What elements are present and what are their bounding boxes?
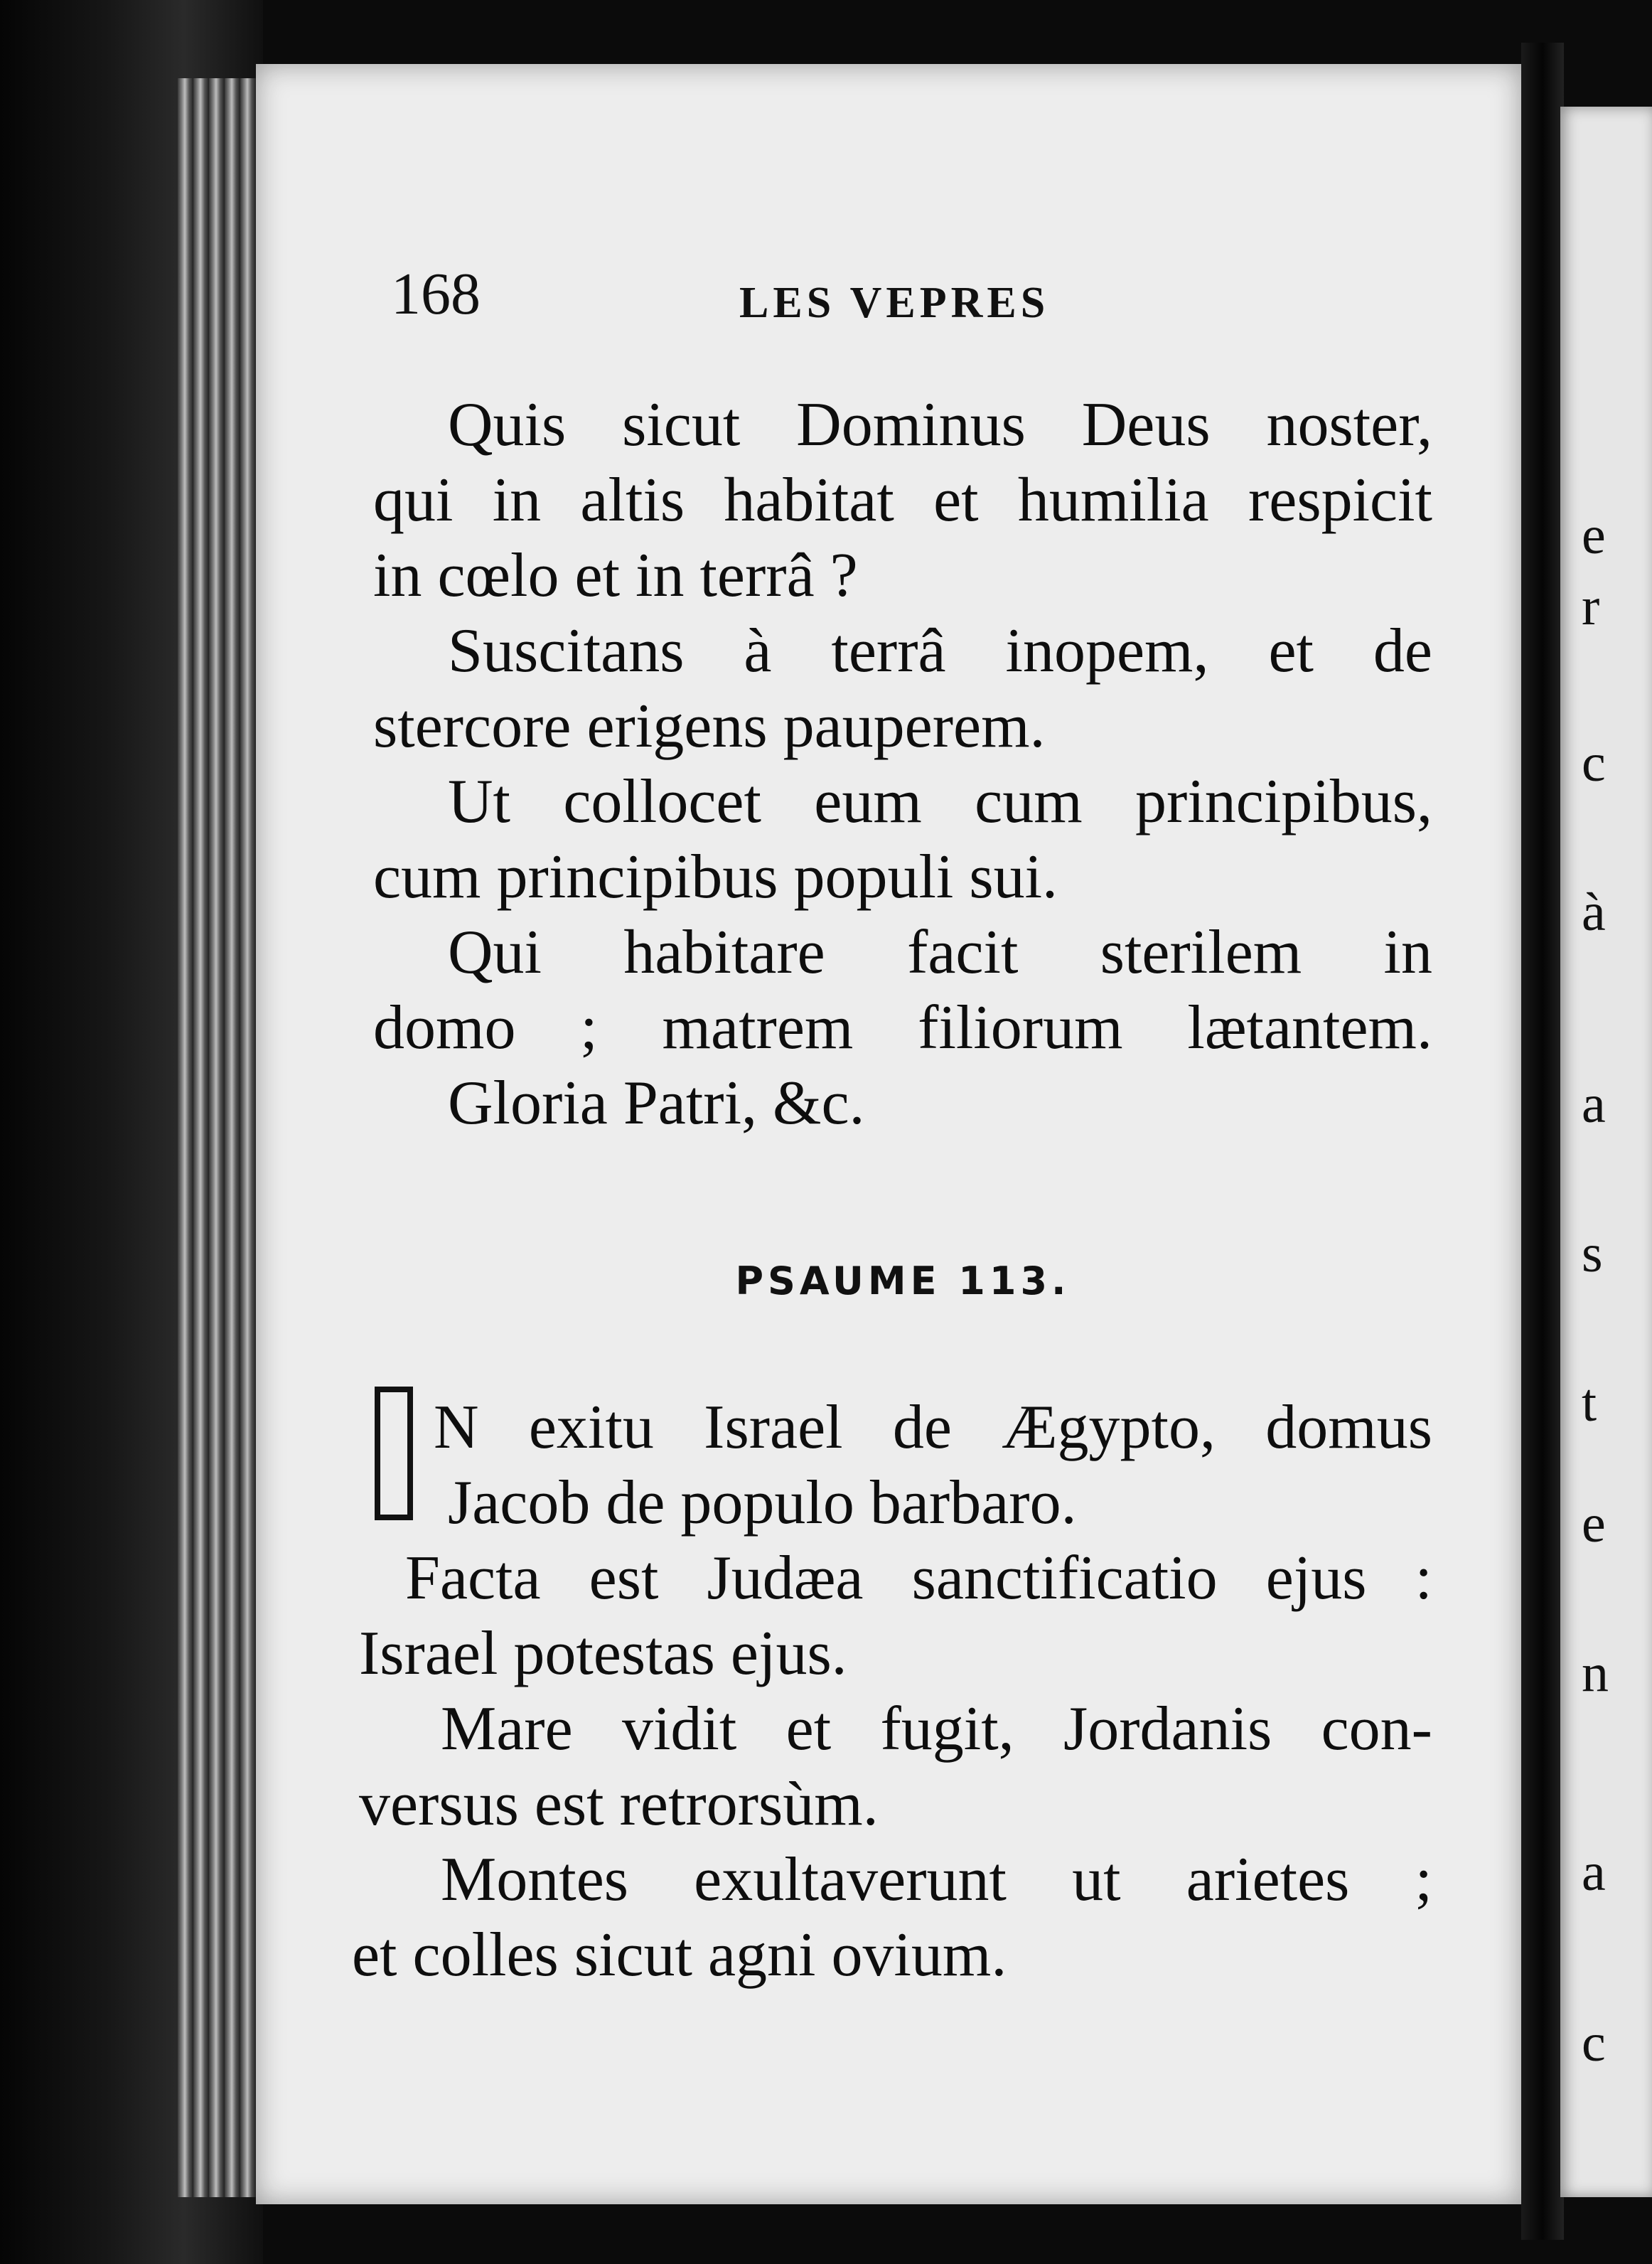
text-line: Mare vidit et fugit, Jordanis con- <box>441 1694 1432 1763</box>
facing-page-fragment: e <box>1582 506 1606 565</box>
text-line: in cœlo et in terrâ ? <box>373 541 858 610</box>
running-head <box>391 260 1429 338</box>
text-line: cum principibus populi sui. <box>373 843 1058 912</box>
facing-page-fragment: a <box>1582 1074 1606 1134</box>
page-title: LES VEPRES <box>739 279 1050 327</box>
page-number: 168 <box>391 261 481 327</box>
text-line: versus est retrorsùm. <box>359 1770 879 1839</box>
facing-page-fragment: e <box>1582 1494 1606 1554</box>
book-gutter <box>1521 43 1564 2240</box>
text-line: Montes exultaverunt ut arietes ; <box>441 1845 1432 1914</box>
facing-page-fragment: c <box>1582 733 1606 793</box>
text-line: Quis sicut Dominus Deus noster, <box>448 390 1432 459</box>
text-line: N exitu Israel de Ægypto, domus <box>434 1393 1432 1462</box>
facing-page <box>1560 107 1652 2197</box>
psalm-heading: PSAUME 113. <box>735 1259 1071 1303</box>
text-line: stercore erigens pauperem. <box>373 692 1046 761</box>
text-line: et colles sicut agni ovium. <box>352 1921 1007 1990</box>
facing-page-fragment: s <box>1582 1224 1603 1283</box>
text-line: Ut collocet eum cum principibus, <box>448 767 1432 836</box>
facing-page-fragment: c <box>1582 2013 1606 2073</box>
text-line: Israel potestas ejus. <box>359 1619 847 1688</box>
text-line: qui in altis habitat et humilia respicit <box>373 466 1432 535</box>
psalm-113-text <box>352 1390 1432 1993</box>
text-line: Jacob de populo barbaro. <box>448 1468 1077 1537</box>
text-line: Facta est Judæa sanctificatio ejus : <box>405 1544 1432 1613</box>
facing-page-fragment: n <box>1582 1643 1609 1703</box>
facing-page-fragment: r <box>1582 577 1600 636</box>
facing-page-fragment: à <box>1582 882 1606 942</box>
text-line: Suscitans à terrâ inopem, et de <box>448 616 1432 685</box>
text-line: Gloria Patri, &c. <box>448 1069 865 1138</box>
text-line: Qui habitare facit sterilem in <box>448 918 1432 987</box>
facing-page-fragment: t <box>1582 1373 1597 1433</box>
text-line: domo ; matrem filiorum lætantem. <box>373 993 1432 1062</box>
psalm-ending-text <box>373 388 1432 1141</box>
facing-page-fragment: a <box>1582 1842 1606 1902</box>
